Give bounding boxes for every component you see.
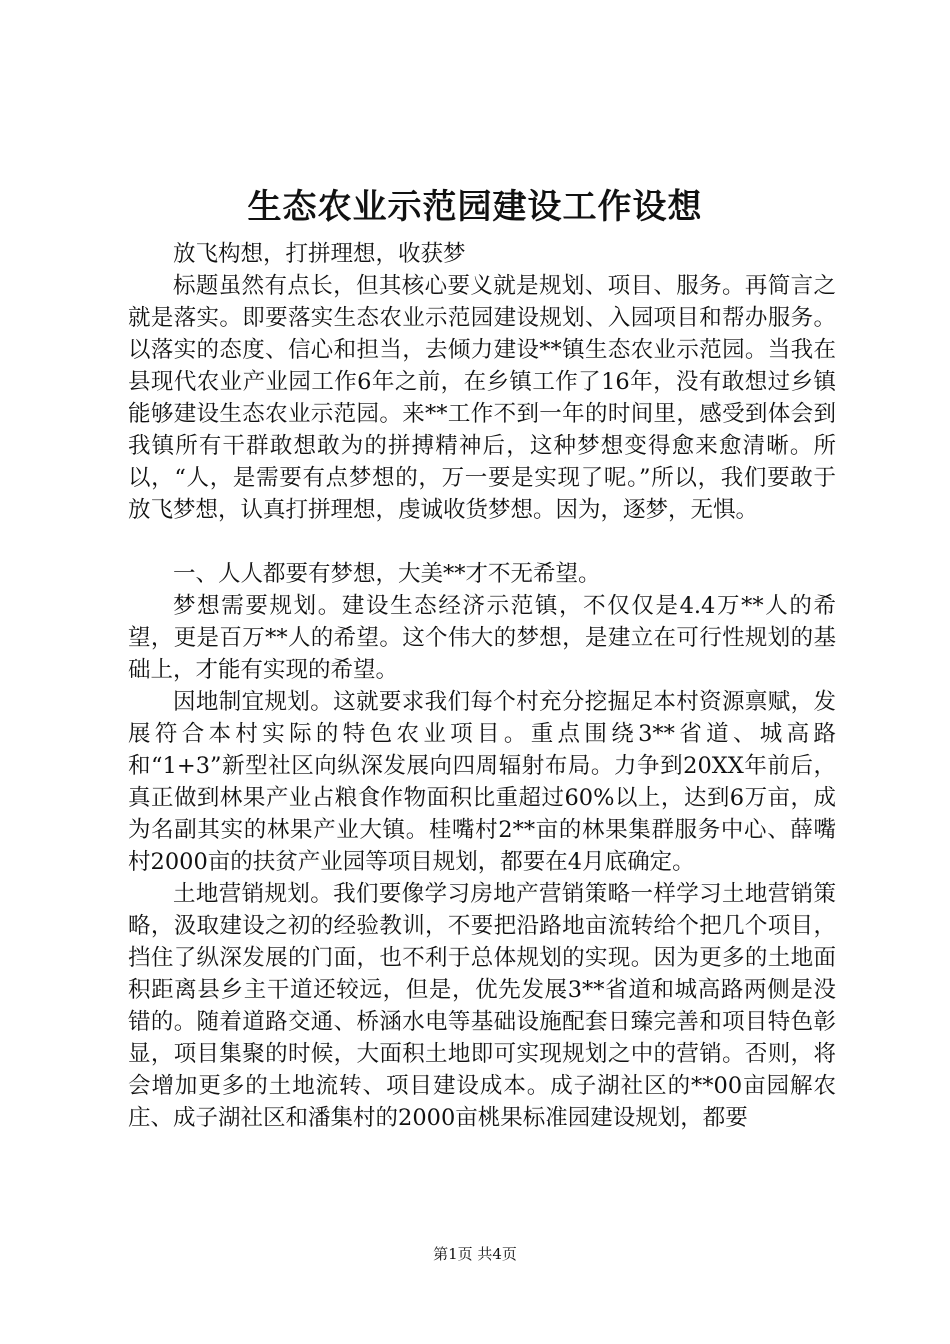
- document-title: 生态农业示范园建设工作设想: [247, 187, 703, 227]
- page-number-footer: 第1页 共4页: [433, 1245, 517, 1263]
- body-paragraph: 土地营销规划。我们要像学习房地产营销策略一样学习土地营销策略，汲取建设之初的经验教训，不要把沿路地亩流转给个把几个项目，挡住了纵深发展的门面，也不利于总体规划的实现。因为更多的土地面积距离县乡主干道还较远，但是，优先发展3**省道和城高路两侧是没错的。随着道路交通、桥涵水电等基础设施配套日臻完善和项目特色彰显，项目集聚的时候，大面积土地即可实现规划之中的营销。否则，将会增加更多的土地流转、项目建设成本。成子湖社区的**00亩园解农庄、成子湖社区和潘集村的2000亩桃果标准园建设规划，都要: [128, 881, 836, 1131]
- body-paragraph: 因地制宜规划。这就要求我们每个村充分挖掘足本村资源禀赋，发展符合本村实际的特色农业项目。重点围绕3**省道、城高路和“1+3”新型社区向纵深发展向四周辐射布局。力争到20XX年前后，真正做到林果产业占粮食作物面积比重超过60%以上，达到6万亩，成为名副其实的林果产业大镇。桂嘴村2**亩的林果集群服务中心、薛嘴村2000亩的扶贫产业园等项目规划，都要在4月底确定。: [128, 689, 836, 875]
- document-body: [128, 238, 836, 1134]
- paragraph-spacer: [128, 526, 836, 558]
- intro-paragraph: 标题虽然有点长，但其核心要义就是规划、项目、服务。再简言之就是落实。即要落实生态农业示范园建设规划、入园项目和帮办服务。以落实的态度、信心和担当，去倾力建设**镇生态农业示范园。当我在县现代农业产业园工作6年之前，在乡镇工作了16年，没有敢想过乡镇能够建设生态农业示范园。来**工作不到一年的时间里，感受到体会到我镇所有干群敢想敢为的拼搏精神后，这种梦想变得愈来愈清晰。所以，“人，是需要有点梦想的，万一要是实现了呢。”所以，我们要敢于放飞梦想，认真打拼理想，虔诚收货梦想。因为，逐梦，无惧。: [128, 273, 836, 523]
- section-heading: 一、人人都要有梦想，大美**才不无希望。: [173, 561, 601, 587]
- subtitle-paragraph: 放飞构想，打拼理想，收获梦: [173, 241, 466, 267]
- body-paragraph: 梦想需要规划。建设生态经济示范镇，不仅仅是4.4万**人的希望，更是百万**人的希望。这个伟大的梦想，是建立在可行性规划的基础上，才能有实现的希望。: [128, 593, 836, 683]
